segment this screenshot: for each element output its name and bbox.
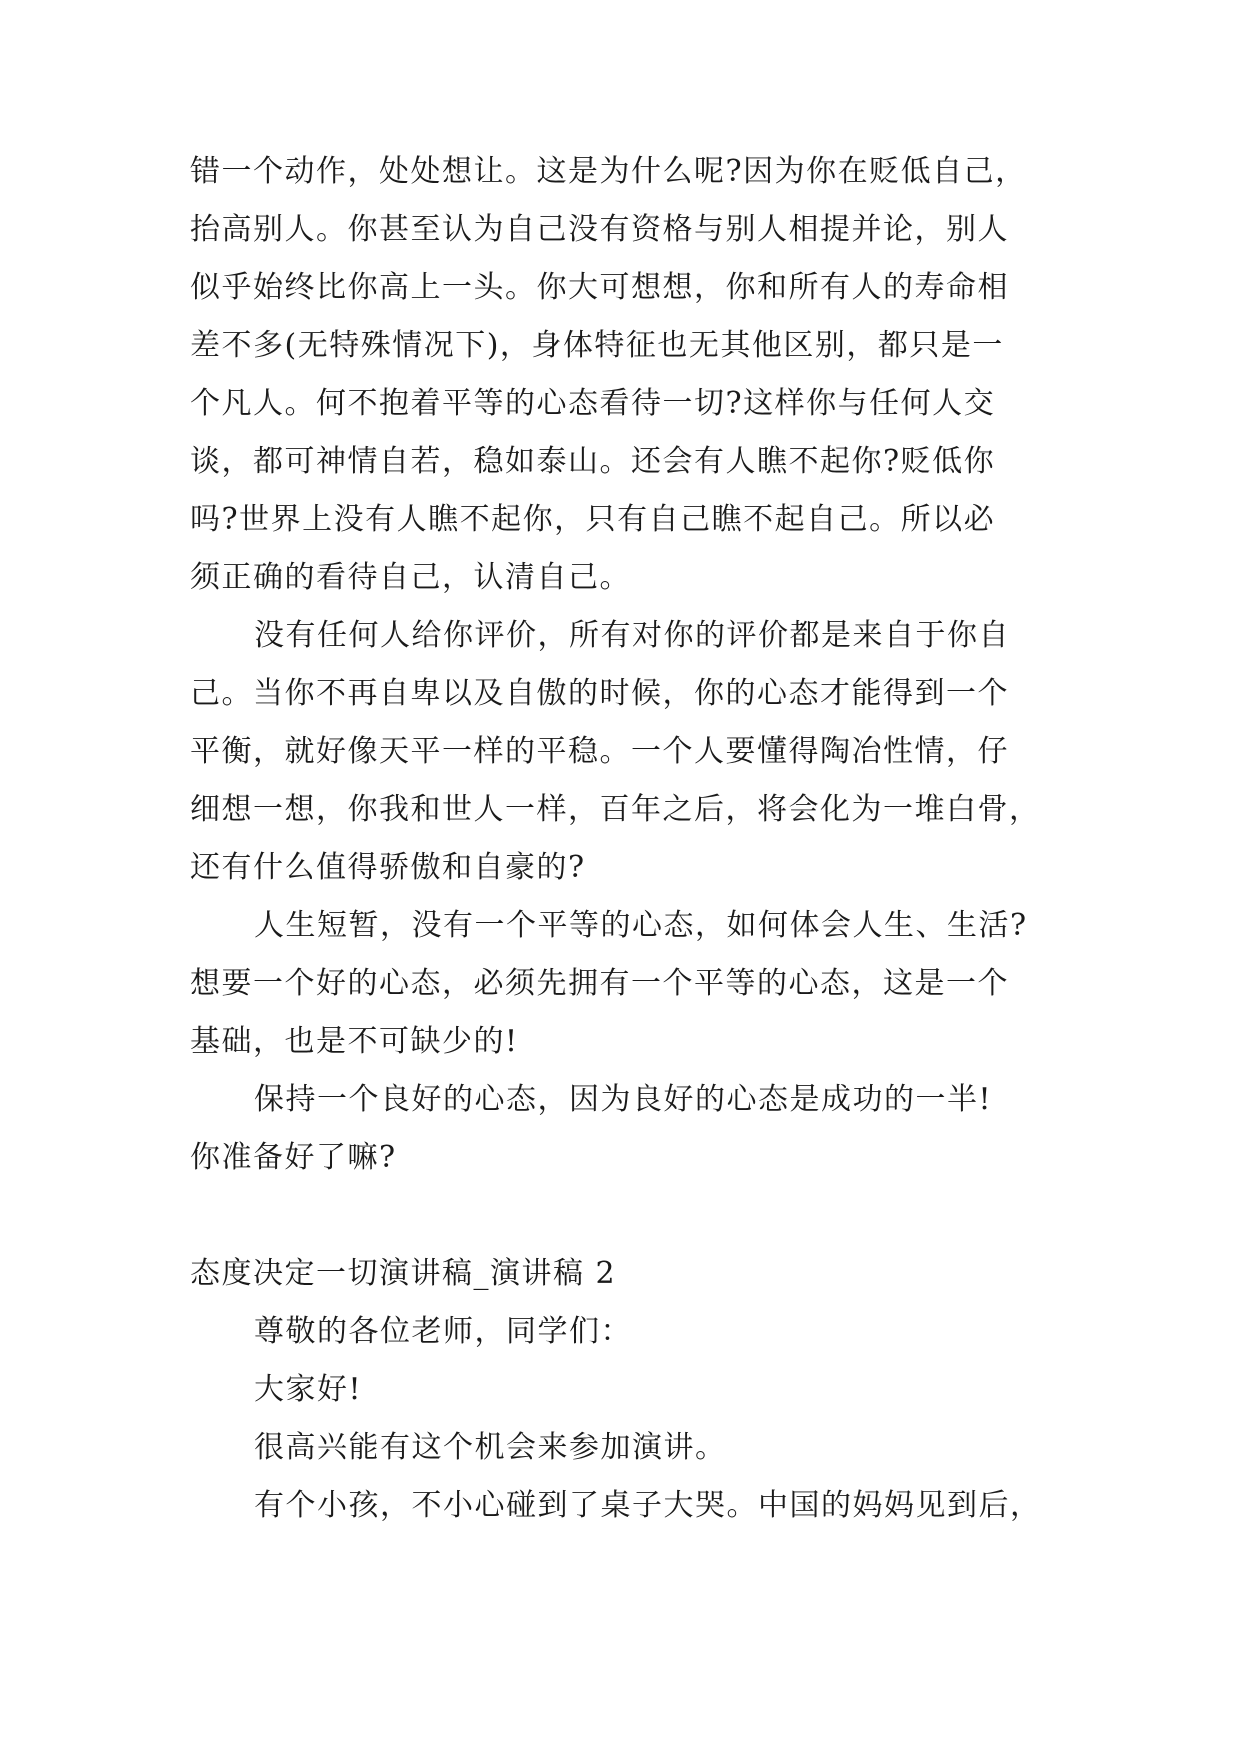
paragraph-first-line: 人生短暂，没有一个平等的心态，如何体会人生、生活? xyxy=(254,908,1028,943)
greeting-line: 大家好! xyxy=(254,1372,363,1407)
text-line: 平衡，就好像天平一样的平稳。一个人要懂得陶冶性情，仔 xyxy=(190,734,1009,769)
text-line: 须正确的看待自己，认清自己。 xyxy=(190,560,631,595)
text-line: 谈，都可神情自若，稳如泰山。还会有人瞧不起你?贬低你 xyxy=(190,444,996,479)
paragraph-first-line: 没有任何人给你评价，所有对你的评价都是来自于你自 xyxy=(254,618,1010,653)
section-title: 态度决定一切演讲稿_演讲稿 2 xyxy=(190,1256,617,1291)
text-line: 吗?世界上没有人瞧不起你，只有自己瞧不起自己。所以必 xyxy=(190,502,996,537)
text-line: 抬高别人。你甚至认为自己没有资格与别人相提并论，别人 xyxy=(190,212,1009,247)
paragraph-first-line: 有个小孩，不小心碰到了桌子大哭。中国的妈妈见到后， xyxy=(254,1488,1042,1523)
paragraph-first-line: 保持一个良好的心态，因为良好的心态是成功的一半! xyxy=(254,1082,993,1117)
text-line: 个凡人。何不抱着平等的心态看待一切?这样你与任何人交 xyxy=(190,386,996,421)
text-line: 错一个动作，处处想让。这是为什么呢?因为你在贬低自己， xyxy=(190,154,1027,189)
text-line: 差不多(无特殊情况下)，身体特征也无其他区别，都只是一 xyxy=(190,328,1004,363)
text-line: 细想一想，你我和世人一样，百年之后，将会化为一堆白骨， xyxy=(190,792,1041,827)
text-line: 己。当你不再自卑以及自傲的时候，你的心态才能得到一个 xyxy=(190,676,1009,711)
paragraph-first-line: 很高兴能有这个机会来参加演讲。 xyxy=(254,1430,727,1465)
text-line: 还有什么值得骄傲和自豪的? xyxy=(190,850,586,885)
salutation-line: 尊敬的各位老师，同学们： xyxy=(254,1314,632,1349)
text-line: 想要一个好的心态，必须先拥有一个平等的心态，这是一个 xyxy=(190,966,1009,1001)
text-line: 似乎始终比你高上一头。你大可想想，你和所有人的寿命相 xyxy=(190,270,1009,305)
text-line: 你准备好了嘛? xyxy=(190,1140,397,1175)
text-line: 基础，也是不可缺少的! xyxy=(190,1024,519,1059)
